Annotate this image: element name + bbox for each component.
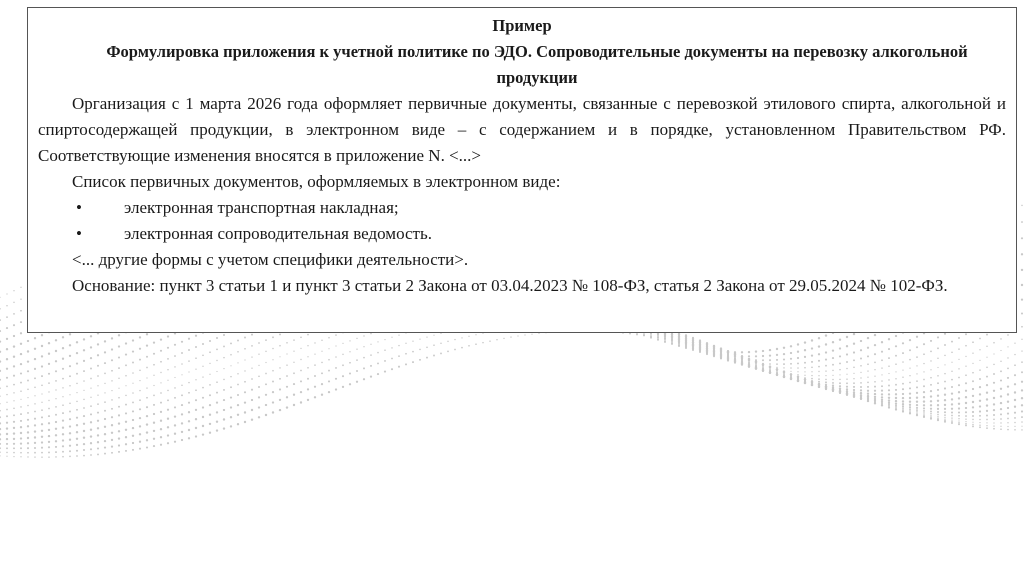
bullet-icon: • (76, 198, 82, 217)
basis-paragraph: Основание: пункт 3 статьи 1 и пункт 3 статьи 2 Закона от 03.04.2023 № 108-ФЗ, статья 2 Закона от 29.05.2024 № 102-ФЗ. (72, 276, 948, 295)
list-heading: Список первичных документов, оформляемых в электронном виде: (72, 172, 561, 191)
bullet-icon: • (76, 224, 82, 243)
document-title: Пример (492, 16, 552, 35)
other-forms-line: <... другие формы с учетом специфики деятельности>. (72, 250, 469, 269)
list-item-text: электронная транспортная накладная; (124, 198, 399, 217)
list-item (38, 195, 1006, 221)
example-document-box (27, 7, 1017, 333)
intro-paragraph: Организация с 1 марта 2026 года оформляет первичные документы, связанные с перевозкой этилового спирта, алкогольной и спиртосодержащей продукции, в электронном виде – с содержанием и в порядке, установленном Правительством РФ. Соответствующие изменения вносятся в приложение N. <...> (38, 94, 1006, 165)
list-item (38, 221, 1006, 247)
list-item-text: электронная сопроводительная ведомость. (124, 224, 432, 243)
document-subtitle: Формулировка приложения к учетной политике по ЭДО. Сопроводительные документы на перевозку алкогольной продукции (106, 42, 968, 87)
